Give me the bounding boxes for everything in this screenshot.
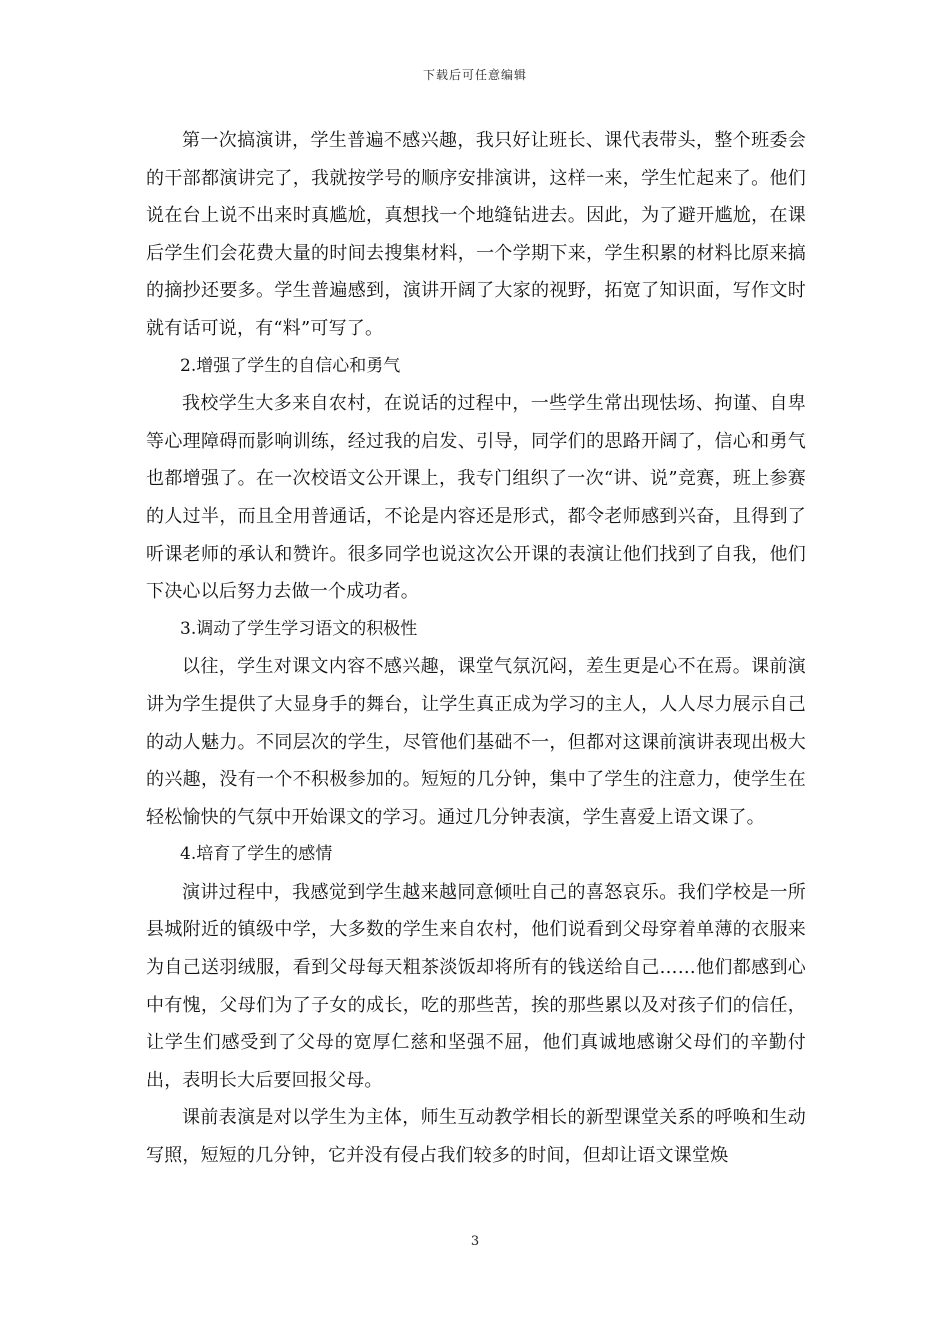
paragraph-1: 第一次搞演讲，学生普遍不感兴趣，我只好让班长、课代表带头，整个班委会的干部都演讲完了，我就按学号的顺序安排演讲，这样一来，学生忙起来了。他们说在台上说不出来时真尴尬，真想找一个地缝钻进去。因此，为了避开尴尬，在课后学生们会花费大量的时间去搜集材料，一个学期下来，学生积累的材料比原来搞的摘抄还要多。学生普遍感到，演讲开阔了大家的视野，拓宽了知识面，写作文时就有话可说，有“料”可写了。 <box>146 130 806 339</box>
section-heading-4: 4.培育了学生的感情 <box>180 844 333 865</box>
document-body <box>146 122 806 1175</box>
section-heading-3: 3.调动了学生学习语文的积极性 <box>180 618 418 639</box>
paragraph-5: 课前表演是对以学生为主体，师生互动教学相长的新型课堂关系的呼唤和生动写照，短短的几分钟，它并没有侵占我们较多的时间，但却让语文课堂焕 <box>146 1107 806 1167</box>
page-number: 3 <box>470 1234 480 1249</box>
section-heading-2: 2.增强了学生的自信心和勇气 <box>180 355 401 376</box>
paragraph-3: 以往，学生对课文内容不感兴趣，课堂气氛沉闷，差生更是心不在焉。课前演讲为学生提供了大显身手的舞台，让学生真正成为学习的主人，人人尽力展示自己的动人魅力。不同层次的学生，尽管他们基础不一，但都对这课前演讲表现出极大的兴趣，没有一个不积极参加的。短短的几分钟，集中了学生的注意力，使学生在轻松愉快的气氛中开始课文的学习。通过几分钟表演，学生喜爱上语文课了。 <box>146 656 806 828</box>
paragraph-2: 我校学生大多来自农村，在说话的过程中，一些学生常出现怯场、拘谨、自卑等心理障碍而影响训练，经过我的启发、引导，同学们的思路开阔了，信心和勇气也都增强了。在一次校语文公开课上，我专门组织了一次“讲、说”竞赛，班上参赛的人过半，而且全用普通话，不论是内容还是形式，都令老师感到兴奋，且得到了听课老师的承认和赞许。很多同学也说这次公开课的表演让他们找到了自我，他们下决心以后努力去做一个成功者。 <box>146 393 806 603</box>
page-header: 下载后可任意编辑 <box>422 68 527 82</box>
paragraph-4: 演讲过程中，我感觉到学生越来越同意倾吐自己的喜怒哀乐。我们学校是一所县城附近的镇级中学，大多数的学生来自农村，他们说看到父母穿着单薄的衣服来为自己送羽绒服，看到父母每天粗茶淡饭却将所有的钱送给自己……他们都感到心中有愧，父母们为了子女的成长，吃的那些苦，挨的那些累以及对孩子们的信任，让学生们感受到了父母的宽厚仁慈和坚强不屈，他们真诚地感谢父母们的辛勤付出，表明长大后要回报父母。 <box>146 881 806 1091</box>
